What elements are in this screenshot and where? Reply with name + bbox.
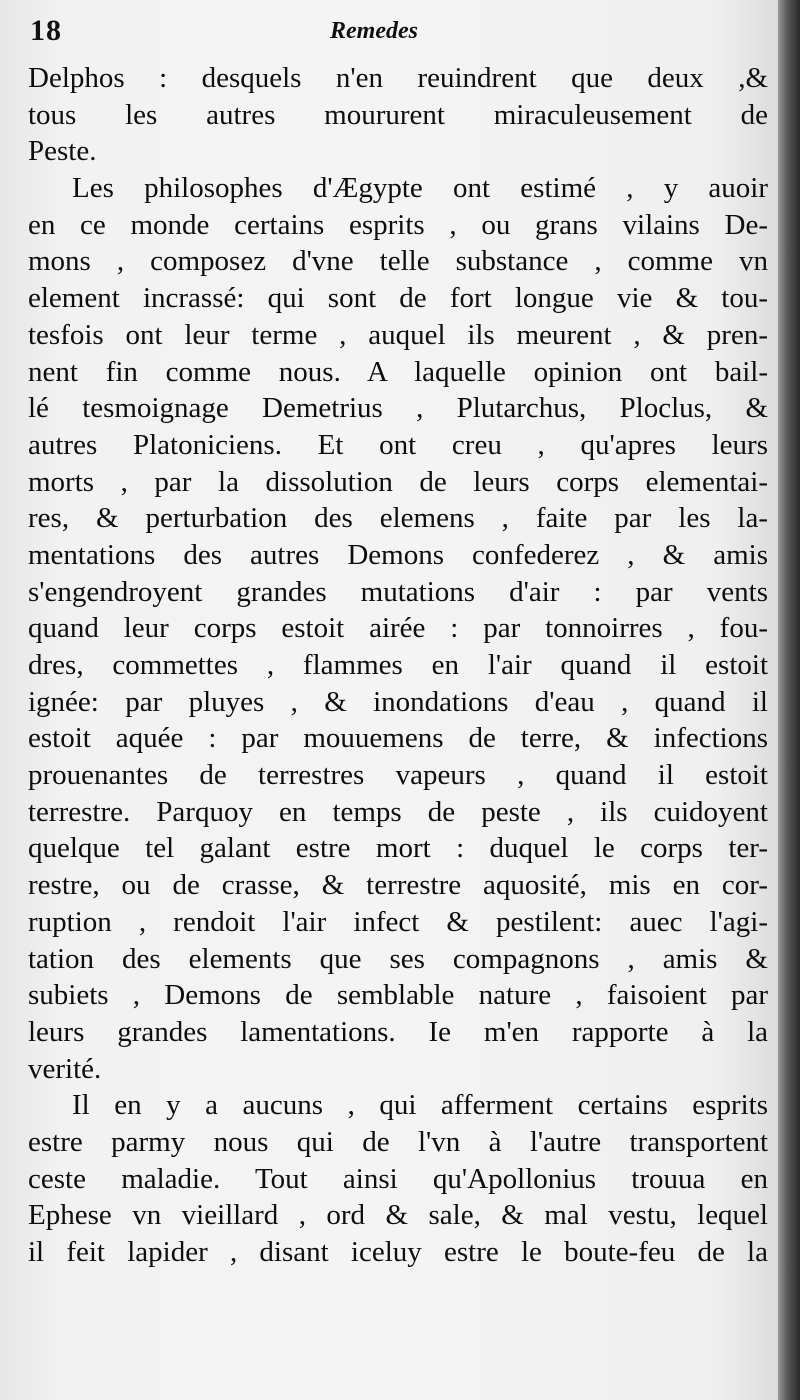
text-line: mentations des autres Demons confederez , & amis	[28, 538, 768, 571]
page-edge-shadow	[778, 0, 800, 1400]
text-line: subiets , Demons de semblable nature , faisoient par	[28, 979, 768, 1012]
page-header	[30, 14, 750, 54]
text-line: mons , composez d'vne telle substance , comme vn	[28, 245, 768, 278]
text-line: ignée: par pluyes , & inondations d'eau , quand il	[28, 685, 768, 718]
text-line: lé tesmoignage Demetrius , Plutarchus, Ploclus, &	[28, 392, 768, 425]
text-line: s'engendroyent grandes mutations d'air : par vents	[28, 575, 768, 608]
text-line: nent fin comme nous. A laquelle opinion ont bail-	[28, 355, 768, 388]
text-line: restre, ou de crasse, & terrestre aquosité, mis en cor-	[28, 869, 768, 902]
text-line: leurs grandes lamentations. Ie m'en rapporte à la	[28, 1015, 768, 1048]
text-line: quand leur corps estoit airée : par tonnoirres , fou-	[28, 612, 768, 645]
text-line: terrestre. Parquoy en temps de peste , ils cuidoyent	[28, 795, 768, 828]
text-line: Les philosophes d'Ægypte ont estimé , y auoir	[72, 172, 768, 205]
text-line: tesfois ont leur terme , auquel ils meurent , & pren-	[28, 318, 768, 351]
text-line: Peste.	[28, 135, 97, 168]
text-line: estre parmy nous qui de l'vn à l'autre transportent	[28, 1125, 768, 1158]
text-line: ruption , rendoit l'air infect & pestilent: auec l'agi-	[28, 905, 768, 938]
text-line: dres, commettes , flammes en l'air quand il estoit	[28, 649, 768, 681]
page-number: 18	[30, 14, 62, 47]
text-line: element incrassé: qui sont de fort longue vie & tou-	[28, 282, 768, 315]
text-line: autres Platoniciens. Et ont creu , qu'apres leurs	[28, 428, 768, 461]
text-line: il feit lapider , disant iceluy estre le boute-feu de la	[28, 1236, 768, 1268]
text-line: Il en y a aucuns , qui afferment certains esprits	[72, 1089, 768, 1122]
text-line: res, & perturbation des elemens , faite par les la-	[28, 502, 768, 535]
running-head: Remedes	[330, 18, 418, 44]
body-text	[28, 60, 768, 1271]
text-line: Delphos : desquels n'en reuindrent que deux ,&	[28, 62, 768, 94]
text-line: en ce monde certains esprits , ou grans vilains De-	[28, 208, 768, 241]
text-line: estoit aquée : par mouuemens de terre, & infections	[28, 722, 768, 755]
text-line: ceste maladie. Tout ainsi qu'Apollonius trouua en	[28, 1162, 768, 1195]
text-line: verité.	[28, 1052, 102, 1085]
text-line: Ephese vn vieillard , ord & sale, & mal vestu, lequel	[28, 1199, 768, 1232]
text-line: prouenantes de terrestres vapeurs , quand il estoit	[28, 759, 768, 792]
text-line: quelque tel galant estre mort : duquel le corps ter-	[28, 832, 768, 865]
text-line: morts , par la dissolution de leurs corps elementai-	[28, 465, 768, 498]
text-line: tation des elements que ses compagnons , amis &	[28, 942, 768, 975]
text-line: tous les autres moururent miraculeusement de	[28, 98, 768, 131]
